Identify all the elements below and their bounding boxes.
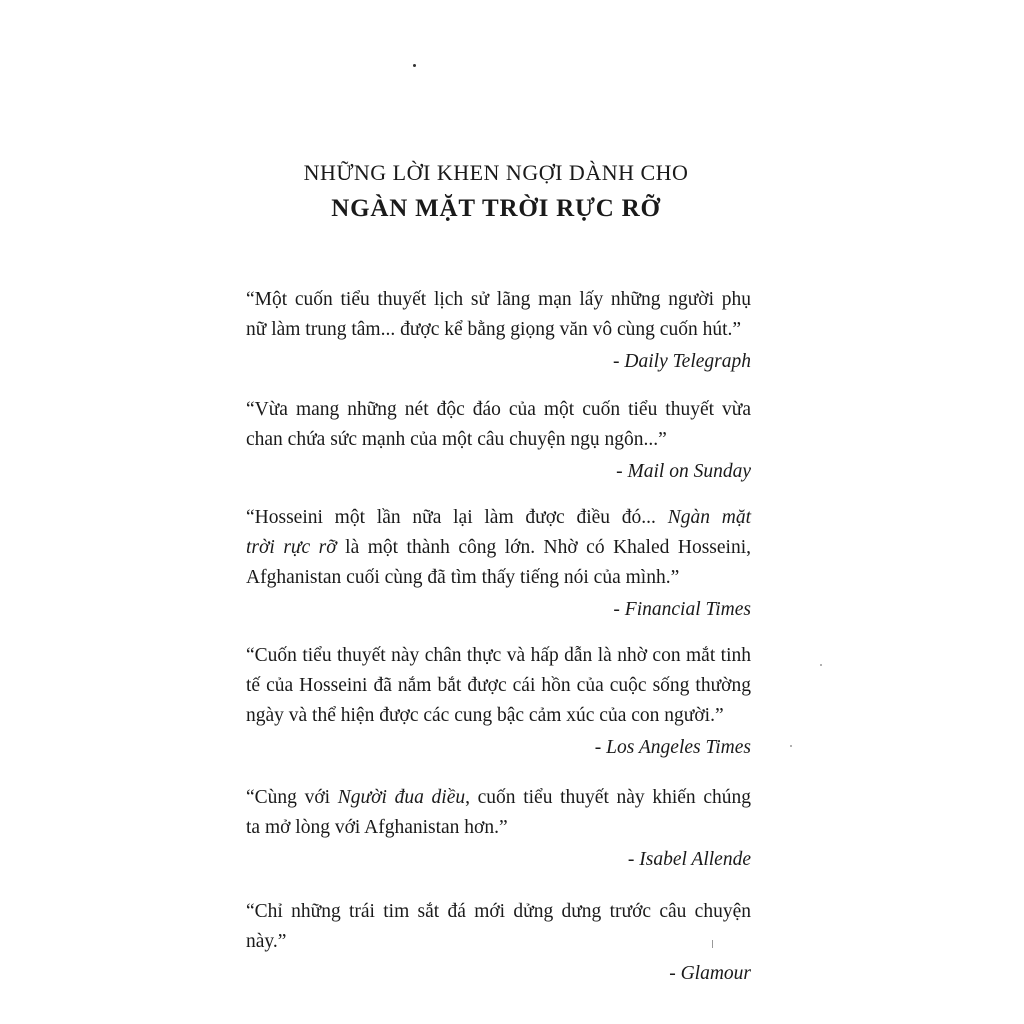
quote-source: - Los Angeles Times — [594, 737, 751, 758]
quote-line — [246, 503, 751, 533]
quote-line: nữ làm trung tâm... được kể bằng giọng văn vô cùng cuốn hút.” — [246, 319, 742, 340]
quote-text: , cuốn tiểu thuyết này khiến chúng — [465, 787, 751, 808]
quote-line — [246, 783, 751, 813]
quote-source: - Daily Telegraph — [613, 351, 751, 372]
quote-block — [246, 897, 751, 989]
quote-block — [246, 641, 751, 763]
quote-line: ta mở lòng với Afghanistan hơn.” — [246, 817, 508, 838]
praise-heading: NHỮNG LỜI KHEN NGỢI DÀNH CHO — [303, 160, 689, 185]
quote-line — [246, 533, 751, 563]
quote-text: “Hosseini một lần nữa lại làm được điều đó... — [246, 507, 668, 528]
quote-block — [246, 395, 751, 487]
page-speck — [790, 745, 792, 747]
quote-line: “Vừa mang những nét độc đáo của một cuốn tiểu thuyết vừa — [246, 399, 751, 420]
quote-text: là một thành công lớn. Nhờ có Khaled Hosseini, — [336, 537, 751, 558]
quote-line: Afghanistan cuối cùng đã tìm thấy tiếng nói của mình.” — [246, 567, 680, 588]
quote-block — [246, 285, 751, 377]
page-dot-mark — [413, 64, 416, 67]
quote-line: “Một cuốn tiểu thuyết lịch sử lãng mạn lấy những người phụ — [246, 289, 751, 310]
book-title: NGÀN MẶT TRỜI RỰC RỠ — [331, 195, 661, 222]
quote-line: này.” — [246, 931, 287, 952]
quote-source: - Isabel Allende — [627, 849, 751, 870]
quote-block — [246, 503, 751, 625]
page-speck — [820, 664, 822, 666]
quote-line: ngày và thể hiện được các cung bậc cảm xúc của con người.” — [246, 705, 724, 726]
book-title-italic: Ngàn mặt — [667, 507, 751, 528]
quote-line: “Cuốn tiểu thuyết này chân thực và hấp dẫn là nhờ con mắt tinh — [246, 645, 751, 666]
book-title-italic: trời rực rỡ — [246, 537, 337, 558]
book-title-italic: Người đua diều — [337, 787, 466, 808]
quote-text: “Cùng với — [246, 787, 338, 808]
quote-line: “Chỉ những trái tim sắt đá mới dửng dưng trước câu chuyện — [246, 901, 751, 922]
quote-line: chan chứa sức mạnh của một câu chuyện ngụ ngôn...” — [246, 429, 667, 450]
quote-source: - Financial Times — [613, 599, 751, 620]
quote-source: - Glamour — [669, 963, 751, 984]
quote-source: - Mail on Sunday — [616, 461, 751, 482]
quote-block — [246, 783, 751, 875]
quote-line: tế của Hosseini đã nắm bắt được cái hồn của cuộc sống thường — [246, 675, 751, 696]
